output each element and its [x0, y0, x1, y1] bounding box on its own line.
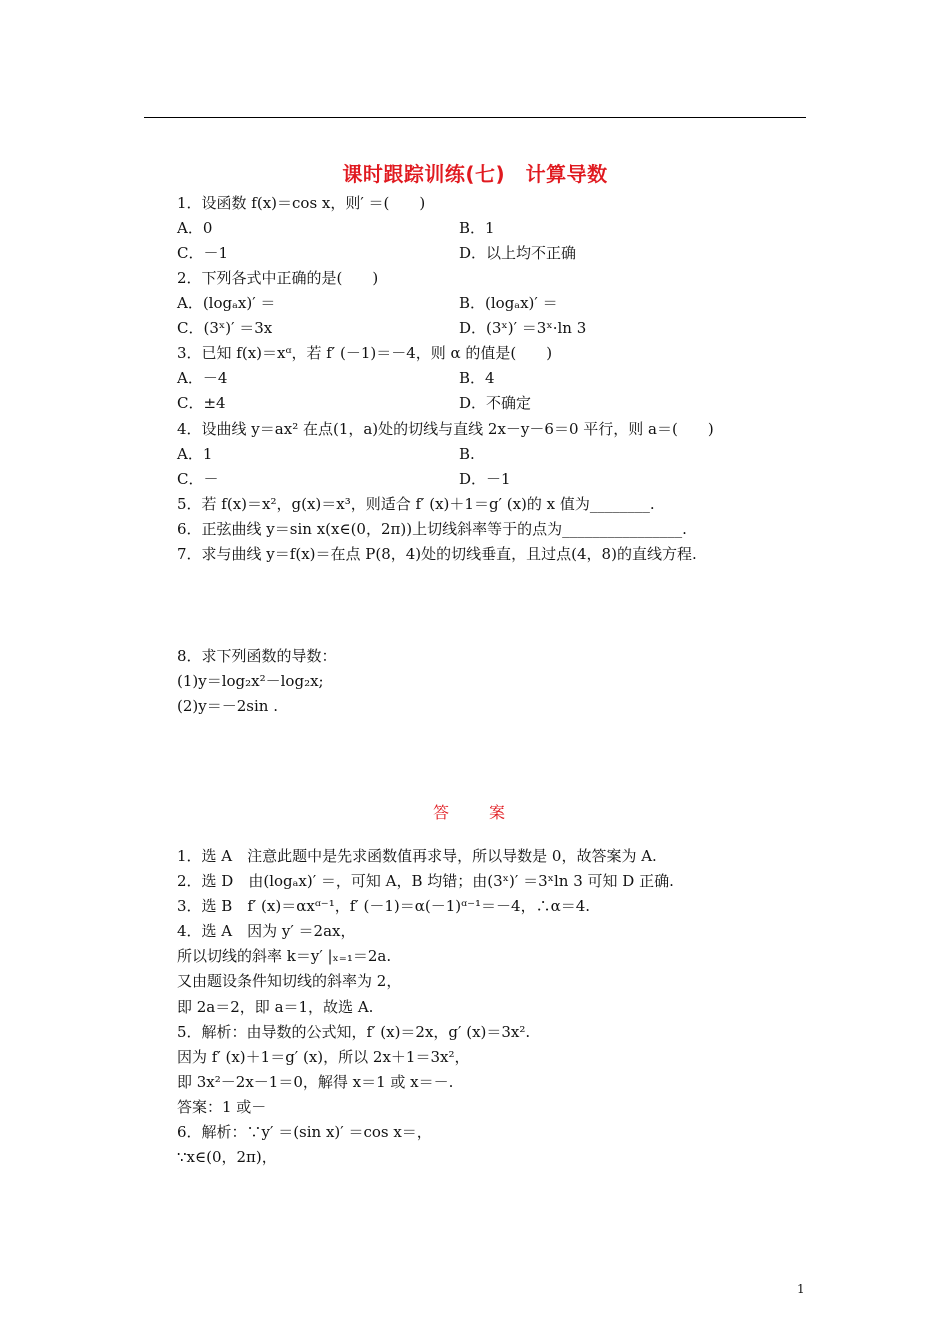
question-3-option-b: B．4: [459, 369, 495, 387]
question-2-stem: 2．下列各式中正确的是( ): [177, 269, 379, 287]
question-2-option-c: C．(3ˣ)′ ＝3x: [177, 319, 273, 337]
question-1-option-a: A．0: [177, 219, 213, 237]
answer-heading: 答 案: [432, 803, 517, 822]
question-8-stem: 8．求下列函数的导数：: [177, 647, 337, 665]
question-2-option-d: D．(3ˣ)′ ＝3ˣ·ln 3: [459, 319, 587, 337]
question-3-option-d: D．不确定: [459, 394, 532, 412]
question-8-part-1: (1)y＝log₂x²－log₂x;: [177, 672, 324, 690]
question-4-option-c: C．－: [177, 470, 219, 488]
page-title: 课时跟踪训练(七) 计算导数: [342, 162, 608, 186]
answer-line: ∵x∈(0，2π)，: [177, 1148, 277, 1166]
question-4-stem: 4．设曲线 y＝ax² 在点(1，a)处的切线与直线 2x－y－6＝0 平行，则 a＝( ): [177, 420, 714, 438]
header-rule: [144, 117, 806, 118]
question-8-part-2: (2)y＝－2sin .: [177, 697, 278, 715]
answer-line: 2．选 D 由(logₐx)′ ＝，可知 A，B 均错；由(3ˣ)′ ＝3ˣln 3 可知 D 正确.: [177, 872, 674, 890]
answer-line: 1．选 A 注意此题中是先求函数值再求导，所以导数是 0，故答案为 A.: [177, 847, 657, 865]
question-7: 7．求与曲线 y＝f(x)＝在点 P(8，4)处的切线垂直，且过点(4，8)的直线方程.: [177, 545, 697, 563]
question-2-option-b: B．(logₐx)′ ＝: [459, 294, 558, 312]
answer-line: 答案：1 或－: [177, 1098, 267, 1116]
question-4-option-a: A．1: [177, 445, 213, 463]
question-1-option-d: D．以上均不正确: [459, 244, 577, 262]
question-5: 5．若 f(x)＝x²，g(x)＝x³，则适合 f′ (x)＋1＝g′ (x)的 x 值为________.: [177, 495, 655, 513]
question-2-option-a: A．(logₐx)′ ＝: [177, 294, 276, 312]
question-4-option-d: D．－1: [459, 470, 511, 488]
answer-line: 因为 f′ (x)＋1＝g′ (x)，所以 2x＋1＝3x²，: [177, 1048, 470, 1066]
answer-line: 3．选 B f′ (x)＝αxᵅ⁻¹，f′ (－1)＝α(－1)ᵅ⁻¹＝－4，∴α＝4.: [177, 897, 591, 915]
question-4-option-b: B.: [459, 445, 475, 463]
answer-line: 5．解析：由导数的公式知，f′ (x)＝2x，g′ (x)＝3x².: [177, 1023, 531, 1041]
answer-line: 即 2a＝2，即 a＝1，故选 A.: [177, 998, 374, 1016]
question-3-option-c: C．±4: [177, 394, 226, 412]
question-1-option-c: C．－1: [177, 244, 229, 262]
answer-line: 即 3x²－2x－1＝0，解得 x＝1 或 x＝－.: [177, 1073, 454, 1091]
question-6: 6．正弦曲线 y＝sin x(x∈(0，2π))上切线斜率等于的点为________________.: [177, 520, 687, 538]
answer-line: 4．选 A 因为 y′ ＝2ax，: [177, 922, 356, 940]
answer-line: 6．解析：∵y′ ＝(sin x)′ ＝cos x＝，: [177, 1123, 432, 1141]
question-3-stem: 3．已知 f(x)＝xᵅ，若 f′ (－1)＝－4，则 α 的值是( ): [177, 344, 553, 362]
answer-line: 所以切线的斜率 k＝y′ |ₓ₌₁＝2a.: [177, 947, 392, 965]
page-number: 1: [797, 1282, 805, 1296]
answer-line: 又由题设条件知切线的斜率为 2，: [177, 972, 402, 990]
question-3-option-a: A．－4: [177, 369, 228, 387]
question-1-stem: 1．设函数 f(x)＝cos x，则′ ＝( ): [177, 194, 426, 212]
question-1-option-b: B．1: [459, 219, 495, 237]
